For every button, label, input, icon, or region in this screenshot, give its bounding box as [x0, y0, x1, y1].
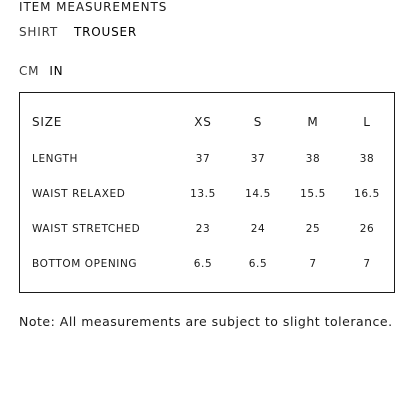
table-cell: 16.5	[354, 188, 380, 200]
tab-shirt[interactable]: SHIRT	[19, 25, 58, 39]
table-cell: 7	[363, 258, 371, 270]
garment-tabs	[19, 25, 137, 39]
item-measurements-title: ITEM MEASUREMENTS	[19, 0, 168, 14]
table-cell: 24	[250, 223, 266, 235]
table-row	[20, 151, 394, 167]
table-cell: 37	[195, 153, 211, 165]
table-cell: 14.5	[245, 188, 271, 200]
tolerance-note: Note: All measurements are subject to slight tolerance.	[19, 314, 393, 329]
measurements-table	[19, 92, 395, 293]
table-cell: 6.5	[248, 258, 268, 270]
column-header-xs: XS	[194, 115, 212, 129]
table-cell: 26	[359, 223, 375, 235]
unit-toggle	[19, 64, 63, 78]
tab-trouser[interactable]: TROUSER	[73, 25, 138, 39]
table-cell: 38	[305, 153, 321, 165]
row-label: BOTTOM OPENING	[32, 258, 138, 270]
column-header-size: SIZE	[32, 115, 63, 129]
table-cell: 25	[305, 223, 321, 235]
table-row	[20, 221, 394, 237]
column-header-s: S	[253, 115, 263, 129]
table-row	[20, 186, 394, 202]
table-cell: 23	[195, 223, 211, 235]
unit-in[interactable]: IN	[49, 64, 64, 78]
column-header-m: M	[307, 115, 319, 129]
column-header-l: L	[363, 115, 371, 129]
table-row	[20, 256, 394, 272]
table-cell: 38	[359, 153, 375, 165]
table-cell: 6.5	[193, 258, 213, 270]
row-label: LENGTH	[32, 153, 79, 165]
row-label: WAIST RELAXED	[32, 188, 126, 200]
table-cell: 37	[250, 153, 266, 165]
row-label: WAIST STRETCHED	[32, 223, 141, 235]
table-cell: 7	[309, 258, 317, 270]
table-cell: 13.5	[190, 188, 216, 200]
table-header-row	[20, 114, 394, 130]
table-cell: 15.5	[300, 188, 326, 200]
unit-cm[interactable]: CM	[19, 64, 40, 78]
